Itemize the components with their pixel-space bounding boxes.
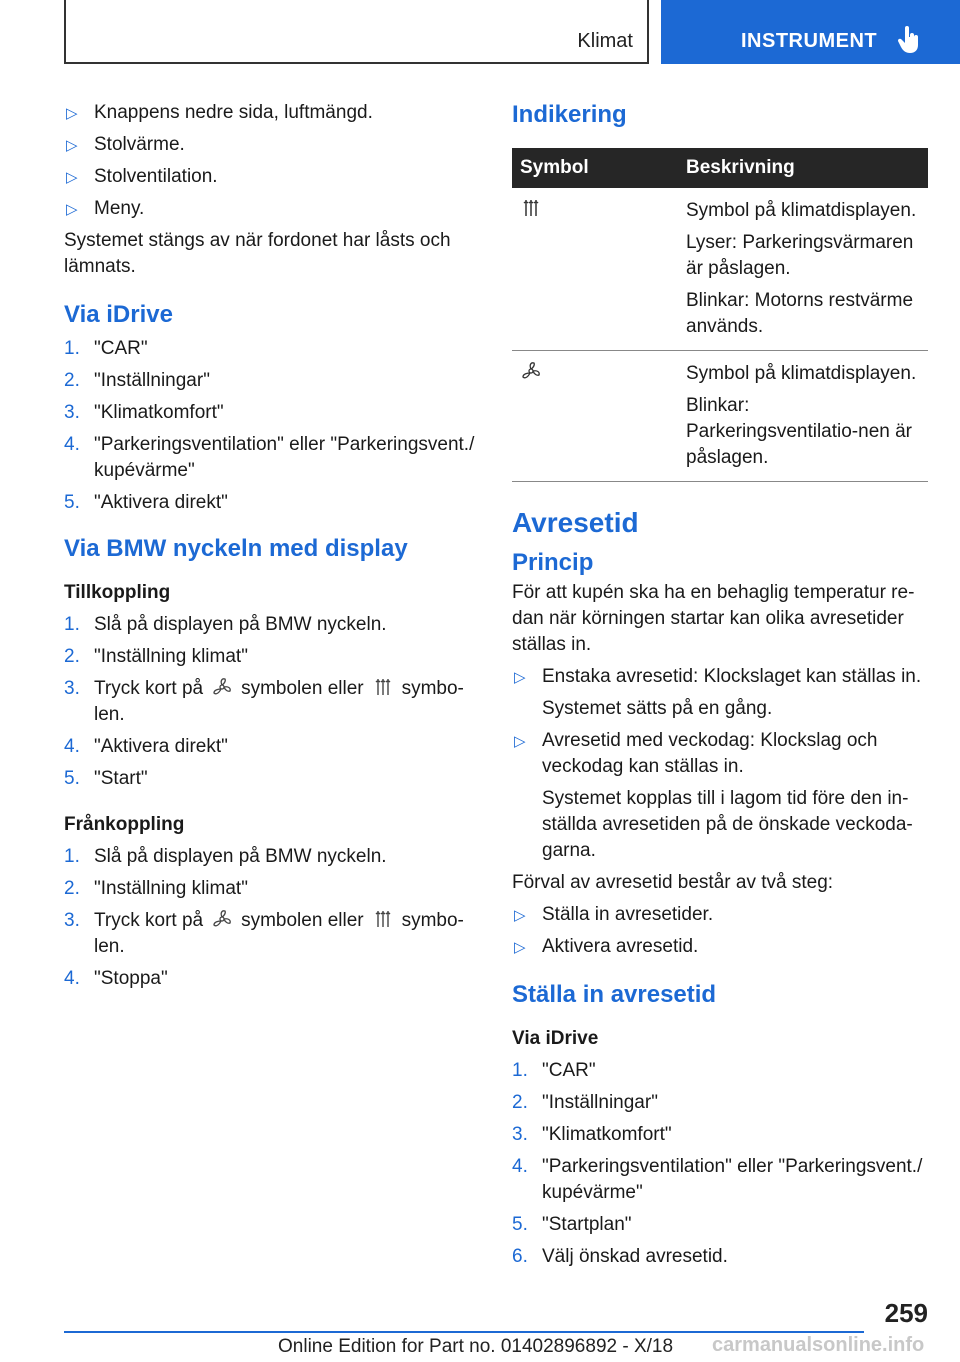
triangle-bullet-icon: ▷ (514, 939, 526, 956)
via-key-heading: Via BMW nyckeln med display (64, 535, 408, 562)
option-note: Systemet kopplas till i lagom tid före den in-ställda avresetiden på de önskade veckoda-garna. (542, 788, 913, 861)
footer-edition: Online Edition for Part no. 01402896892 - X/18 (278, 1336, 674, 1357)
table-header-row (512, 148, 928, 188)
list-item: 2. "Inställningar" (64, 370, 210, 391)
triangle-bullet-icon: ▷ (66, 105, 78, 122)
list-item: ▷ Meny. (64, 196, 482, 222)
header-section-title: Klimat (577, 30, 633, 52)
heater-icon (372, 909, 394, 929)
heater-icon (520, 198, 542, 218)
fan-icon (211, 677, 233, 697)
fan-icon (520, 361, 542, 381)
page-number: 259 (884, 1298, 928, 1328)
triangle-bullet-icon: ▷ (514, 907, 526, 924)
triangle-bullet-icon: ▷ (514, 669, 526, 686)
list-item: ▷ Knappens nedre sida, luftmängd. (64, 100, 482, 126)
system-off-note: Systemet stängs av när fordonet har låsts och lämnats. (64, 230, 451, 277)
list-item: 3. "Klimatkomfort" (512, 1124, 672, 1145)
list-item: ▷ Aktivera avresetid. (512, 934, 928, 960)
column-header-description: Beskrivning (678, 148, 928, 188)
via-idrive-heading: Via iDrive (64, 301, 173, 328)
fan-icon (211, 909, 233, 929)
list-item: 2. "Inställning klimat" (64, 646, 248, 667)
stalla-via-idrive-heading: Via iDrive (512, 1028, 599, 1049)
header-chapter-title: INSTRUMENT (741, 30, 878, 52)
list-item: 4. "Stoppa" (64, 968, 168, 989)
column-header-symbol: Symbol (512, 148, 678, 188)
frankoppling-heading: Frånkoppling (64, 814, 185, 835)
princip-text: För att kupén ska ha en behaglig temperatur re-dan när körningen startar kan olika avresetider ställas in. (512, 582, 915, 655)
avresetid-heading: Avresetid (512, 507, 639, 538)
table-row: Symbol på klimatdisplayen. Lyser: Parkeringsvärmaren är påslagen. Blinkar: Motorns restvärme används. (512, 188, 928, 351)
list-item: 1. "CAR" (64, 338, 148, 359)
list-item: 2. "Inställning klimat" (64, 878, 248, 899)
list-item: 3. Tryck kort på symbolen eller symbo-len. (64, 678, 464, 725)
indicator-table (512, 148, 928, 482)
list-item: ▷ Avresetid med veckodag: Klockslag och veckodag kan ställas in. (514, 730, 878, 777)
right-column (512, 100, 928, 1276)
heater-icon (372, 677, 394, 697)
footer-watermark[interactable]: carmanualsonline.info (712, 1334, 925, 1356)
list-item: 4. "Parkeringsventilation" eller "Parkeringsvent./ kupévärme" (512, 1156, 923, 1203)
preselect-text: Förval av avresetid består av två steg: (512, 872, 834, 893)
princip-heading: Princip (512, 549, 594, 576)
triangle-bullet-icon: ▷ (66, 137, 78, 154)
footer-divider (64, 1331, 864, 1333)
list-item: 3. "Klimatkomfort" (64, 402, 224, 423)
triangle-bullet-icon: ▷ (66, 169, 78, 186)
list-item: ▷ Stolventilation. (64, 164, 482, 190)
list-item: 3. Tryck kort på symbolen eller symbo-len. (64, 910, 464, 957)
header-chapter-tab[interactable] (661, 0, 960, 64)
tillkoppling-heading: Tillkoppling (64, 582, 171, 603)
list-item: ▷ Ställa in avresetider. (512, 902, 928, 928)
list-item: 6. Välj önskad avresetid. (512, 1246, 728, 1267)
triangle-bullet-icon: ▷ (514, 733, 526, 750)
list-item: 5. "Aktivera direkt" (64, 492, 228, 513)
list-item: 4. "Parkeringsventilation" eller "Parkeringsvent./ kupévärme" (64, 434, 475, 481)
list-item: 1. Slå på displayen på BMW nyckeln. (64, 614, 387, 635)
triangle-bullet-icon: ▷ (66, 201, 78, 218)
list-item: 2. "Inställningar" (512, 1092, 658, 1113)
stalla-heading: Ställa in avresetid (512, 981, 717, 1008)
list-item: 1. Slå på displayen på BMW nyckeln. (64, 846, 387, 867)
list-item: 1. "CAR" (512, 1060, 596, 1081)
left-column (64, 100, 482, 998)
table-row: Symbol på klimatdisplayen. Blinkar: Parkeringsventilatio-nen är påslagen. (512, 351, 928, 482)
list-item: ▷ Enstaka avresetid: Klockslaget kan ställas in. (512, 664, 928, 690)
pointing-hand-icon (897, 26, 921, 54)
option-note: Systemet sätts på en gång. (542, 698, 773, 719)
header-section-box (64, 0, 649, 64)
indikering-heading: Indikering (512, 101, 627, 128)
list-item: 5. "Startplan" (512, 1214, 632, 1235)
list-item: 5. "Start" (64, 768, 148, 789)
list-item: 4. "Aktivera direkt" (64, 736, 228, 757)
list-item: ▷ Stolvärme. (64, 132, 482, 158)
